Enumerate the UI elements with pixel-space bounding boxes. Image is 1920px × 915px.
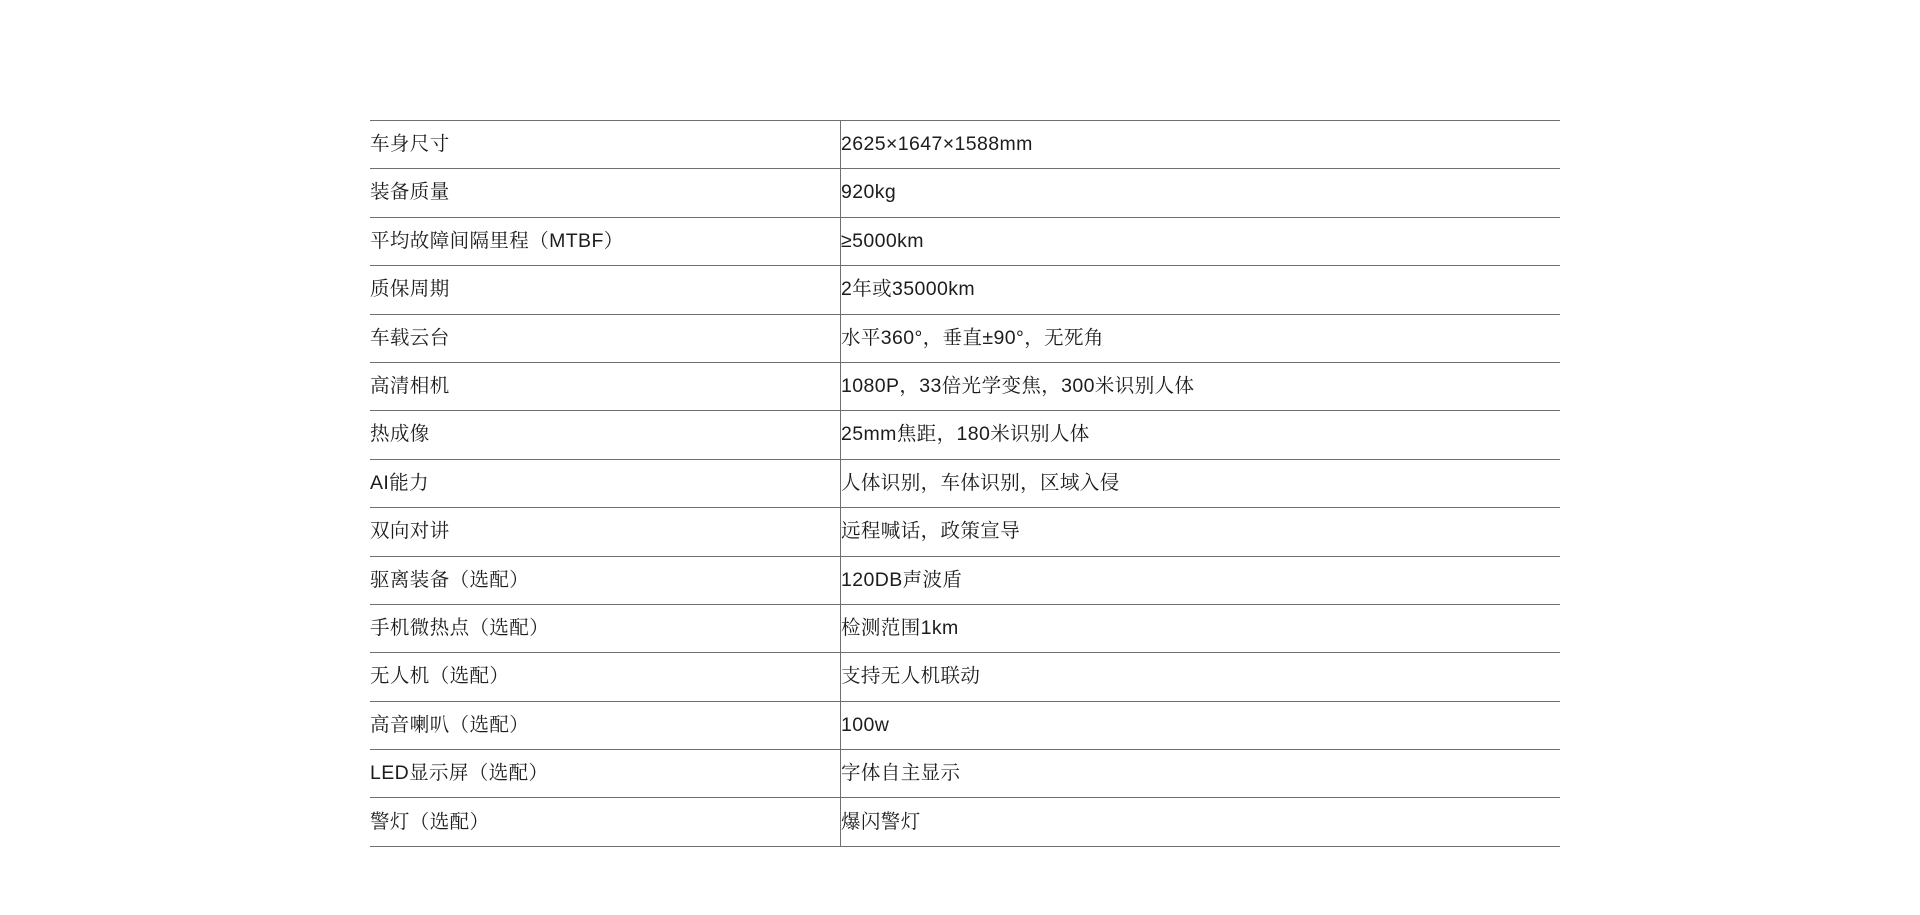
specification-table — [370, 120, 1560, 847]
spec-label: 质保周期 — [370, 266, 841, 314]
spec-label: 双向对讲 — [370, 508, 841, 556]
table-row — [370, 169, 1560, 217]
specification-table-container — [370, 120, 1560, 847]
spec-value: 120DB声波盾 — [841, 556, 1561, 604]
spec-label: LED显示屏（选配） — [370, 750, 841, 798]
spec-label: 平均故障间隔里程（MTBF） — [370, 217, 841, 265]
spec-value: ≥5000km — [841, 217, 1561, 265]
spec-label: 装备质量 — [370, 169, 841, 217]
spec-value: 人体识别，车体识别，区域入侵 — [841, 459, 1561, 507]
spec-value: 100w — [841, 701, 1561, 749]
table-row — [370, 701, 1560, 749]
spec-value: 检测范围1km — [841, 604, 1561, 652]
spec-label: 热成像 — [370, 411, 841, 459]
spec-value: 爆闪警灯 — [841, 798, 1561, 846]
table-row — [370, 556, 1560, 604]
spec-value: 2年或35000km — [841, 266, 1561, 314]
spec-label: AI能力 — [370, 459, 841, 507]
table-row — [370, 266, 1560, 314]
table-row — [370, 217, 1560, 265]
spec-label: 车载云台 — [370, 314, 841, 362]
spec-label: 高音喇叭（选配） — [370, 701, 841, 749]
table-row — [370, 604, 1560, 652]
table-row — [370, 362, 1560, 410]
spec-label: 高清相机 — [370, 362, 841, 410]
spec-value: 水平360°，垂直±90°，无死角 — [841, 314, 1561, 362]
table-row — [370, 653, 1560, 701]
spec-label: 车身尺寸 — [370, 121, 841, 169]
spec-label: 无人机（选配） — [370, 653, 841, 701]
table-row — [370, 411, 1560, 459]
table-row — [370, 459, 1560, 507]
spec-label: 驱离装备（选配） — [370, 556, 841, 604]
table-row — [370, 750, 1560, 798]
spec-value: 支持无人机联动 — [841, 653, 1561, 701]
spec-value: 2625×1647×1588mm — [841, 121, 1561, 169]
spec-value: 字体自主显示 — [841, 750, 1561, 798]
table-row — [370, 508, 1560, 556]
spec-label: 手机微热点（选配） — [370, 604, 841, 652]
spec-value: 25mm焦距，180米识别人体 — [841, 411, 1561, 459]
spec-value: 1080P，33倍光学变焦，300米识别人体 — [841, 362, 1561, 410]
spec-value: 920kg — [841, 169, 1561, 217]
specification-table-body — [370, 121, 1560, 847]
table-row — [370, 314, 1560, 362]
spec-label: 警灯（选配） — [370, 798, 841, 846]
spec-value: 远程喊话，政策宣导 — [841, 508, 1561, 556]
table-row — [370, 121, 1560, 169]
table-row — [370, 798, 1560, 846]
